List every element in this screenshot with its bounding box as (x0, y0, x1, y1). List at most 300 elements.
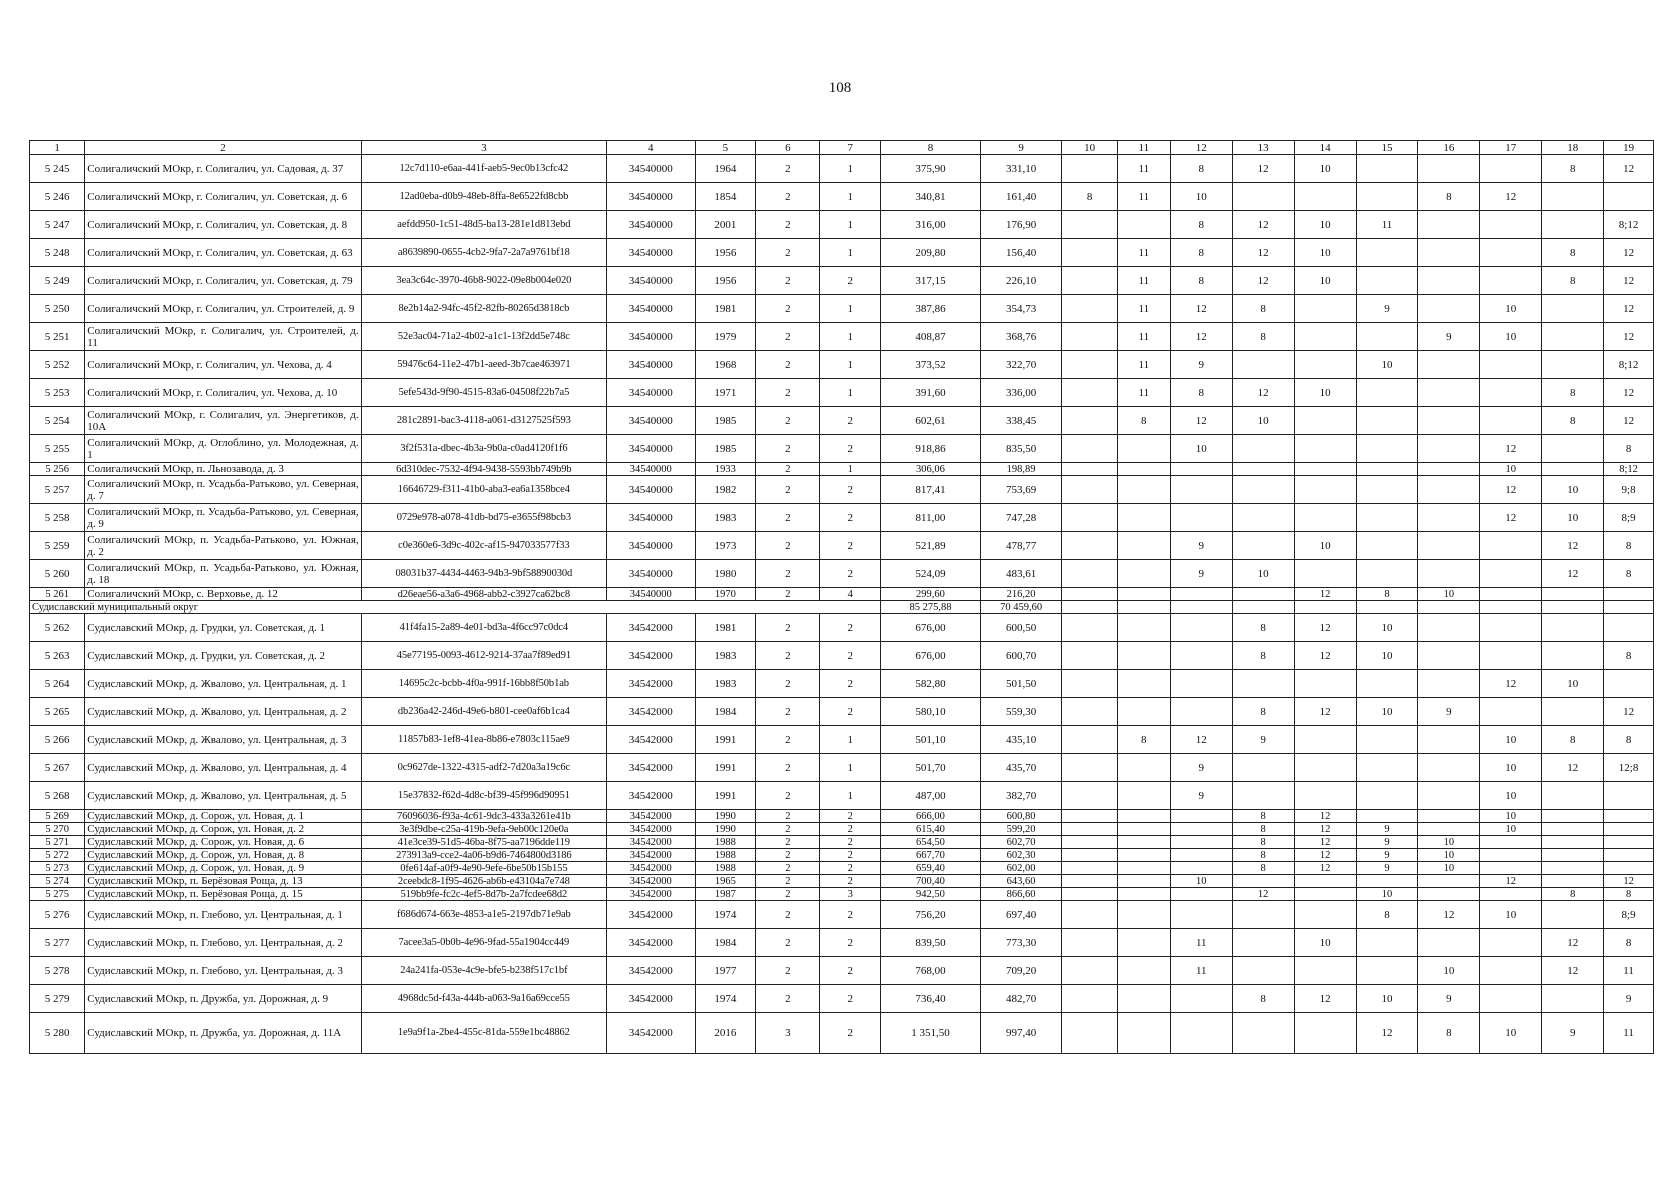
cell-col-16: 12 (1418, 901, 1480, 929)
cell-col-19: 12 (1604, 295, 1654, 323)
column-header-18: 18 (1542, 141, 1604, 155)
cell-col-18 (1542, 823, 1604, 836)
cell-row-number: 5 280 (30, 1013, 85, 1054)
cell-col-17: 12 (1480, 476, 1542, 504)
cell-address: Солигаличский МОкр, п. Усадьба-Ратьково, ул. Северная, д. 7 (85, 476, 361, 504)
cell-col-12 (1170, 614, 1232, 642)
cell-col-17: 12 (1480, 435, 1542, 463)
table-row (30, 901, 1654, 929)
cell-total-area: 391,60 (881, 379, 980, 407)
cell-col-15 (1356, 810, 1418, 823)
cell-total-area: 209,80 (881, 239, 980, 267)
cell-build-year: 1981 (695, 614, 756, 642)
cell-col-19: 12 (1604, 155, 1654, 183)
cell-col-13: 8 (1232, 836, 1294, 849)
cell-address: Солигаличский МОкр, п. Усадьба-Ратьково, ул. Южная, д. 2 (85, 532, 361, 560)
cell-col-10 (1062, 295, 1117, 323)
cell-col-11 (1117, 211, 1170, 239)
cell-col-14 (1294, 726, 1356, 754)
cell-build-year: 1965 (695, 875, 756, 888)
cell-entrances: 1 (820, 323, 881, 351)
cell-address: Солигаличский МОкр, г. Солигалич, ул. Строителей, д. 11 (85, 323, 361, 351)
cell-col-11: 11 (1117, 239, 1170, 267)
cell-living-area: 198,89 (980, 463, 1062, 476)
cell-col-13 (1232, 670, 1294, 698)
cell-col-18 (1542, 985, 1604, 1013)
cell-col-13: 8 (1232, 323, 1294, 351)
cell-entrances: 1 (820, 351, 881, 379)
table-row (30, 670, 1654, 698)
cell-col-19: 8;9 (1604, 901, 1654, 929)
cell-build-year: 1964 (695, 155, 756, 183)
cell-col-14: 10 (1294, 929, 1356, 957)
cell-address: Солигаличский МОкр, д. Оглоблино, ул. Молодежная, д. 1 (85, 435, 361, 463)
cell-entrances: 2 (820, 875, 881, 888)
cell-fias-id: 12c7d110-e6aa-441f-aeb5-9ec0b13cfc42 (361, 155, 606, 183)
cell-address: Судиславский МОкр, д. Сорож, ул. Новая, д. 8 (85, 849, 361, 862)
cell-floors: 2 (756, 532, 820, 560)
cell-entrances: 1 (820, 782, 881, 810)
cell-col-10 (1062, 588, 1117, 601)
cell-living-area: 478,77 (980, 532, 1062, 560)
cell-col-14: 10 (1294, 211, 1356, 239)
cell-col-19 (1604, 670, 1654, 698)
cell-col-19: 8 (1604, 642, 1654, 670)
cell-col-14: 10 (1294, 239, 1356, 267)
cell-col-10 (1062, 849, 1117, 862)
section-empty-cell (1604, 601, 1654, 614)
cell-col-14: 10 (1294, 155, 1356, 183)
cell-address: Солигаличский МОкр, г. Солигалич, ул. Советская, д. 6 (85, 183, 361, 211)
cell-col-17: 10 (1480, 901, 1542, 929)
cell-col-12: 8 (1170, 379, 1232, 407)
cell-col-11 (1117, 642, 1170, 670)
cell-oktmo-code: 34542000 (607, 614, 695, 642)
cell-col-14 (1294, 754, 1356, 782)
cell-col-13: 12 (1232, 155, 1294, 183)
cell-col-18 (1542, 614, 1604, 642)
cell-col-11: 11 (1117, 323, 1170, 351)
cell-col-16 (1418, 155, 1480, 183)
cell-row-number: 5 257 (30, 476, 85, 504)
cell-oktmo-code: 34540000 (607, 267, 695, 295)
cell-col-18: 8 (1542, 379, 1604, 407)
cell-floors: 2 (756, 239, 820, 267)
cell-col-17 (1480, 957, 1542, 985)
cell-col-16 (1418, 379, 1480, 407)
section-empty-cell (1170, 601, 1232, 614)
cell-col-18: 8 (1542, 155, 1604, 183)
cell-col-19: 12 (1604, 379, 1654, 407)
cell-col-12: 9 (1170, 351, 1232, 379)
cell-col-12: 10 (1170, 875, 1232, 888)
cell-floors: 3 (756, 1013, 820, 1054)
cell-col-16 (1418, 823, 1480, 836)
cell-total-area: 817,41 (881, 476, 980, 504)
cell-col-14 (1294, 901, 1356, 929)
cell-col-10 (1062, 1013, 1117, 1054)
table-row (30, 351, 1654, 379)
cell-floors: 2 (756, 642, 820, 670)
cell-entrances: 1 (820, 239, 881, 267)
cell-build-year: 1985 (695, 407, 756, 435)
section-empty-cell (1232, 601, 1294, 614)
table-row (30, 239, 1654, 267)
cell-row-number: 5 278 (30, 957, 85, 985)
cell-col-19: 11 (1604, 1013, 1654, 1054)
cell-total-area: 756,20 (881, 901, 980, 929)
table-row (30, 849, 1654, 862)
cell-address: Судиславский МОкр, д. Жвалово, ул. Центральная, д. 5 (85, 782, 361, 810)
cell-address: Судиславский МОкр, д. Жвалово, ул. Центральная, д. 3 (85, 726, 361, 754)
cell-col-14: 12 (1294, 642, 1356, 670)
cell-col-12 (1170, 810, 1232, 823)
cell-build-year: 1977 (695, 957, 756, 985)
cell-address: Солигаличский МОкр, г. Солигалич, ул. Строителей, д. 9 (85, 295, 361, 323)
cell-entrances: 2 (820, 985, 881, 1013)
cell-col-10 (1062, 532, 1117, 560)
cell-col-16 (1418, 670, 1480, 698)
column-header-5: 5 (695, 141, 756, 155)
cell-col-13 (1232, 875, 1294, 888)
cell-col-10 (1062, 754, 1117, 782)
cell-col-17: 10 (1480, 323, 1542, 351)
table-row (30, 267, 1654, 295)
cell-build-year: 1985 (695, 435, 756, 463)
cell-col-10 (1062, 888, 1117, 901)
cell-col-16 (1418, 239, 1480, 267)
cell-fias-id: 7acee3a5-0b0b-4e96-9fad-55a1904cc449 (361, 929, 606, 957)
cell-col-18 (1542, 435, 1604, 463)
cell-col-16 (1418, 782, 1480, 810)
cell-total-area: 839,50 (881, 929, 980, 957)
cell-col-15 (1356, 407, 1418, 435)
column-header-11: 11 (1117, 141, 1170, 155)
cell-col-15 (1356, 875, 1418, 888)
cell-oktmo-code: 34542000 (607, 836, 695, 849)
cell-col-12: 9 (1170, 754, 1232, 782)
cell-col-14: 10 (1294, 267, 1356, 295)
cell-col-19: 8 (1604, 532, 1654, 560)
cell-col-17 (1480, 351, 1542, 379)
cell-build-year: 1854 (695, 183, 756, 211)
cell-col-17 (1480, 560, 1542, 588)
cell-oktmo-code: 34542000 (607, 888, 695, 901)
cell-col-15: 8 (1356, 901, 1418, 929)
cell-col-12 (1170, 862, 1232, 875)
cell-oktmo-code: 34542000 (607, 862, 695, 875)
table-row (30, 985, 1654, 1013)
cell-oktmo-code: 34540000 (607, 532, 695, 560)
section-empty-cell (1480, 601, 1542, 614)
cell-col-14 (1294, 463, 1356, 476)
cell-col-18 (1542, 836, 1604, 849)
table-row (30, 726, 1654, 754)
cell-col-15: 8 (1356, 588, 1418, 601)
cell-floors: 2 (756, 504, 820, 532)
cell-living-area: 216,20 (980, 588, 1062, 601)
cell-oktmo-code: 34542000 (607, 726, 695, 754)
cell-col-19: 8 (1604, 435, 1654, 463)
cell-col-13: 10 (1232, 560, 1294, 588)
column-header-6: 6 (756, 141, 820, 155)
cell-floors: 2 (756, 560, 820, 588)
cell-col-19: 8 (1604, 726, 1654, 754)
section-total-area: 85 275,88 (881, 601, 980, 614)
cell-col-14: 12 (1294, 823, 1356, 836)
cell-oktmo-code: 34540000 (607, 435, 695, 463)
cell-col-13 (1232, 532, 1294, 560)
cell-col-11: 11 (1117, 351, 1170, 379)
cell-col-14 (1294, 435, 1356, 463)
cell-col-19 (1604, 849, 1654, 862)
cell-col-11 (1117, 810, 1170, 823)
cell-col-18 (1542, 862, 1604, 875)
cell-row-number: 5 261 (30, 588, 85, 601)
table-row (30, 782, 1654, 810)
cell-col-16 (1418, 463, 1480, 476)
cell-floors: 2 (756, 351, 820, 379)
cell-living-area: 435,10 (980, 726, 1062, 754)
table-row (30, 929, 1654, 957)
cell-col-16 (1418, 875, 1480, 888)
cell-living-area: 322,70 (980, 351, 1062, 379)
cell-col-18 (1542, 782, 1604, 810)
cell-col-10 (1062, 782, 1117, 810)
cell-entrances: 2 (820, 267, 881, 295)
cell-col-10 (1062, 698, 1117, 726)
cell-col-13 (1232, 957, 1294, 985)
column-header-15: 15 (1356, 141, 1418, 155)
cell-col-10 (1062, 862, 1117, 875)
cell-col-12: 12 (1170, 407, 1232, 435)
cell-col-19 (1604, 782, 1654, 810)
cell-build-year: 1980 (695, 560, 756, 588)
cell-col-12 (1170, 504, 1232, 532)
cell-oktmo-code: 34540000 (607, 463, 695, 476)
cell-floors: 2 (756, 155, 820, 183)
cell-col-11 (1117, 698, 1170, 726)
cell-col-14: 12 (1294, 588, 1356, 601)
cell-col-19: 12 (1604, 875, 1654, 888)
cell-build-year: 1981 (695, 295, 756, 323)
cell-build-year: 1988 (695, 849, 756, 862)
cell-col-10 (1062, 435, 1117, 463)
cell-entrances: 1 (820, 183, 881, 211)
section-row (30, 601, 1654, 614)
cell-col-19: 12 (1604, 698, 1654, 726)
cell-col-15 (1356, 670, 1418, 698)
cell-col-17 (1480, 642, 1542, 670)
cell-oktmo-code: 34542000 (607, 985, 695, 1013)
table-row (30, 463, 1654, 476)
cell-total-area: 676,00 (881, 614, 980, 642)
cell-col-12: 12 (1170, 726, 1232, 754)
cell-floors: 2 (756, 754, 820, 782)
section-empty-cell (1062, 601, 1117, 614)
cell-fias-id: 11857b83-1ef8-41ea-8b86-e7803c115ae9 (361, 726, 606, 754)
cell-floors: 2 (756, 875, 820, 888)
cell-oktmo-code: 34542000 (607, 698, 695, 726)
cell-col-17 (1480, 532, 1542, 560)
cell-col-19 (1604, 836, 1654, 849)
cell-col-15: 9 (1356, 823, 1418, 836)
cell-oktmo-code: 34540000 (607, 211, 695, 239)
cell-col-17 (1480, 614, 1542, 642)
cell-build-year: 1988 (695, 836, 756, 849)
cell-col-13: 12 (1232, 211, 1294, 239)
cell-living-area: 435,70 (980, 754, 1062, 782)
cell-col-10 (1062, 504, 1117, 532)
cell-address: Судиславский МОкр, д. Жвалово, ул. Центральная, д. 4 (85, 754, 361, 782)
cell-col-15 (1356, 957, 1418, 985)
table-row (30, 211, 1654, 239)
cell-living-area: 709,20 (980, 957, 1062, 985)
cell-fias-id: 281c2891-bac3-4118-a061-d3127525f593 (361, 407, 606, 435)
cell-total-area: 373,52 (881, 351, 980, 379)
table-row (30, 1013, 1654, 1054)
cell-total-area: 316,00 (881, 211, 980, 239)
table-row (30, 155, 1654, 183)
cell-col-18 (1542, 463, 1604, 476)
cell-oktmo-code: 34542000 (607, 823, 695, 836)
cell-row-number: 5 268 (30, 782, 85, 810)
cell-col-12: 11 (1170, 957, 1232, 985)
cell-col-10 (1062, 323, 1117, 351)
cell-entrances: 2 (820, 901, 881, 929)
cell-col-11: 11 (1117, 267, 1170, 295)
cell-col-15: 10 (1356, 614, 1418, 642)
cell-col-11: 11 (1117, 155, 1170, 183)
cell-col-18: 12 (1542, 754, 1604, 782)
cell-address: Судиславский МОкр, д. Сорож, ул. Новая, д. 2 (85, 823, 361, 836)
cell-address: Судиславский МОкр, д. Сорож, ул. Новая, д. 6 (85, 836, 361, 849)
cell-total-area: 340,81 (881, 183, 980, 211)
cell-living-area: 602,30 (980, 849, 1062, 862)
table-row (30, 560, 1654, 588)
cell-entrances: 2 (820, 504, 881, 532)
cell-col-17: 10 (1480, 823, 1542, 836)
cell-col-16: 10 (1418, 588, 1480, 601)
cell-living-area: 336,00 (980, 379, 1062, 407)
cell-row-number: 5 252 (30, 351, 85, 379)
cell-living-area: 747,28 (980, 504, 1062, 532)
cell-col-13 (1232, 504, 1294, 532)
cell-col-19: 8;12 (1604, 211, 1654, 239)
cell-col-18 (1542, 849, 1604, 862)
cell-oktmo-code: 34542000 (607, 782, 695, 810)
cell-col-10 (1062, 476, 1117, 504)
cell-col-14: 12 (1294, 985, 1356, 1013)
cell-build-year: 1974 (695, 901, 756, 929)
cell-col-11 (1117, 901, 1170, 929)
cell-col-10 (1062, 836, 1117, 849)
cell-col-16: 8 (1418, 183, 1480, 211)
cell-col-15 (1356, 504, 1418, 532)
cell-row-number: 5 248 (30, 239, 85, 267)
cell-entrances: 1 (820, 726, 881, 754)
cell-col-13: 12 (1232, 267, 1294, 295)
cell-col-13: 12 (1232, 379, 1294, 407)
cell-fias-id: a8639890-0655-4cb2-9fa7-2a7a9761bf18 (361, 239, 606, 267)
table-row (30, 642, 1654, 670)
cell-row-number: 5 255 (30, 435, 85, 463)
cell-oktmo-code: 34540000 (607, 476, 695, 504)
cell-col-10: 8 (1062, 183, 1117, 211)
cell-col-16: 10 (1418, 836, 1480, 849)
cell-build-year: 1983 (695, 670, 756, 698)
cell-col-16 (1418, 435, 1480, 463)
cell-total-area: 676,00 (881, 642, 980, 670)
cell-address: Солигаличский МОкр, п. Усадьба-Ратьково, ул. Северная, д. 9 (85, 504, 361, 532)
table-row (30, 323, 1654, 351)
cell-col-14 (1294, 670, 1356, 698)
cell-col-18: 12 (1542, 929, 1604, 957)
table-row (30, 810, 1654, 823)
cell-address: Судиславский МОкр, п. Дружба, ул. Дорожная, д. 11А (85, 1013, 361, 1054)
cell-fias-id: 273913a9-cce2-4a06-b9d6-7464800d3186 (361, 849, 606, 862)
cell-col-14 (1294, 183, 1356, 211)
cell-col-18 (1542, 211, 1604, 239)
cell-living-area: 753,69 (980, 476, 1062, 504)
cell-entrances: 2 (820, 532, 881, 560)
cell-col-11 (1117, 875, 1170, 888)
cell-col-15: 9 (1356, 849, 1418, 862)
cell-col-18: 8 (1542, 888, 1604, 901)
cell-col-17 (1480, 836, 1542, 849)
cell-col-12: 12 (1170, 295, 1232, 323)
cell-col-18: 8 (1542, 239, 1604, 267)
cell-col-18 (1542, 810, 1604, 823)
cell-fias-id: 2ceebdc8-1f95-4626-ab6b-e43104a7e748 (361, 875, 606, 888)
cell-col-16 (1418, 642, 1480, 670)
cell-address: Солигаличский МОкр, г. Солигалич, ул. Садовая, д. 37 (85, 155, 361, 183)
cell-col-17: 10 (1480, 463, 1542, 476)
cell-living-area: 600,70 (980, 642, 1062, 670)
cell-col-16 (1418, 476, 1480, 504)
cell-col-11 (1117, 504, 1170, 532)
cell-col-18: 12 (1542, 957, 1604, 985)
cell-col-10 (1062, 901, 1117, 929)
cell-living-area: 602,70 (980, 836, 1062, 849)
cell-living-area: 226,10 (980, 267, 1062, 295)
cell-address: Судиславский МОкр, п. Глебово, ул. Центральная, д. 3 (85, 957, 361, 985)
cell-address: Судиславский МОкр, п. Глебово, ул. Центральная, д. 1 (85, 901, 361, 929)
cell-col-13: 12 (1232, 239, 1294, 267)
cell-col-11 (1117, 985, 1170, 1013)
cell-build-year: 1987 (695, 888, 756, 901)
cell-floors: 2 (756, 836, 820, 849)
cell-col-12: 10 (1170, 435, 1232, 463)
cell-col-13: 8 (1232, 642, 1294, 670)
cell-col-14 (1294, 560, 1356, 588)
cell-col-15 (1356, 155, 1418, 183)
cell-col-10 (1062, 810, 1117, 823)
cell-col-17: 10 (1480, 295, 1542, 323)
cell-col-18 (1542, 642, 1604, 670)
cell-col-17: 10 (1480, 810, 1542, 823)
cell-col-19 (1604, 823, 1654, 836)
cell-oktmo-code: 34540000 (607, 379, 695, 407)
cell-row-number: 5 271 (30, 836, 85, 849)
cell-col-12: 9 (1170, 532, 1232, 560)
cell-col-10 (1062, 155, 1117, 183)
cell-row-number: 5 276 (30, 901, 85, 929)
cell-entrances: 2 (820, 407, 881, 435)
cell-build-year: 1984 (695, 929, 756, 957)
cell-oktmo-code: 34542000 (607, 810, 695, 823)
cell-build-year: 1970 (695, 588, 756, 601)
